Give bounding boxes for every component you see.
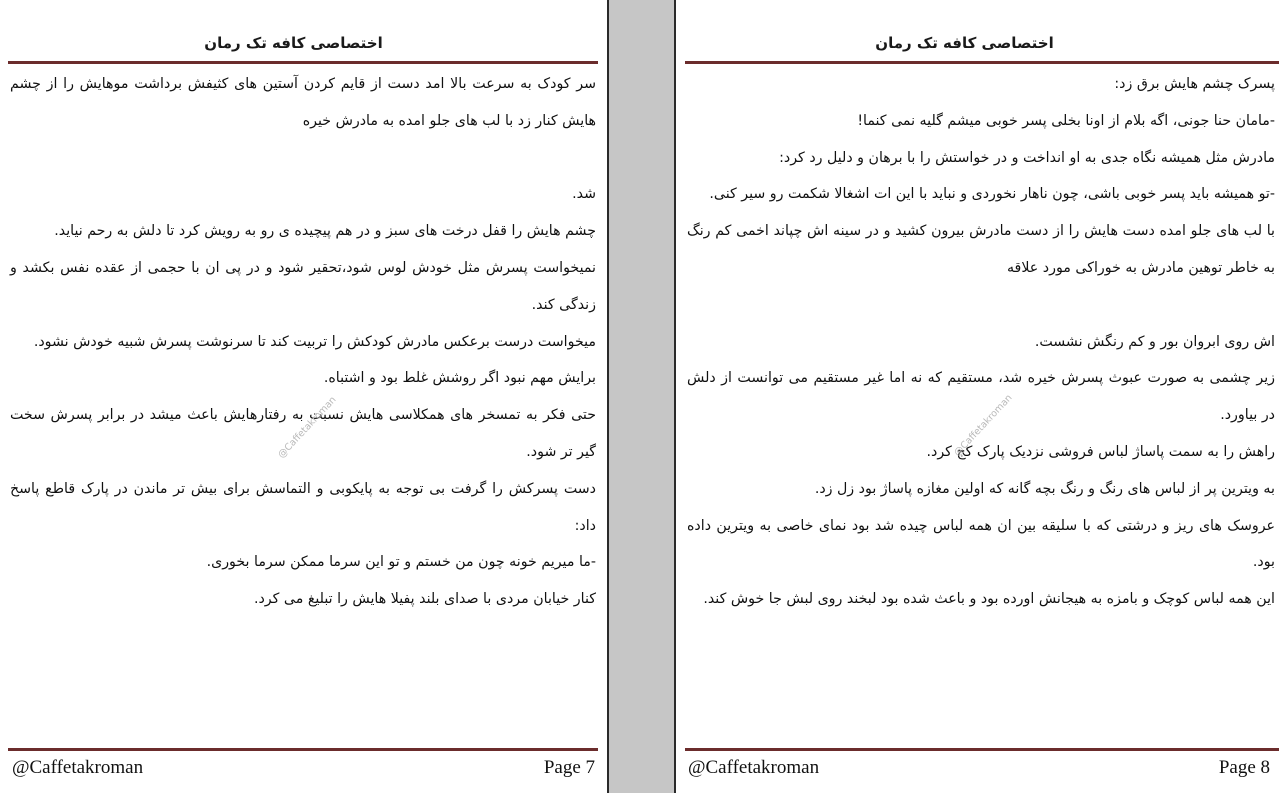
header-rule (685, 61, 1279, 64)
paragraph: اش روی ابروان بور و کم رنگش نشست. (1034, 333, 1275, 350)
paragraph: چشم هایش را قفل درخت های سبز و در هم پیچیده ی رو به رویش کرد تا دلش به رحم نیاید. (54, 223, 596, 240)
paragraph: سر کودک به سرعت بالا امد دست از قایم کردن آستین های کثیفش برداشت موهایش را از چشم هایش کنار زد با لب های جلو امده به مادرش خیره (10, 76, 596, 129)
paragraph: راهش را به سمت پاساژ لباس فروشی نزدیک پارک کج کرد. (926, 443, 1275, 460)
header-rule (8, 61, 598, 64)
watermark: @Caffetakroman (276, 394, 339, 461)
paragraph: برایش مهم نبود اگر روشش غلط بود و اشتباه. (323, 370, 596, 387)
paragraph: عروسک های ریز و درشتی که با سلیقه بین ان همه لباس چیده شد بود نمای خاصی به ویترین داده بود. (687, 517, 1275, 571)
watermark: @Caffetakroman (952, 392, 1015, 459)
paragraph: مادرش مثل همیشه نگاه جدی به او انداخت و در خواستش را با برهان و دلیل رد کرد: (779, 149, 1275, 166)
paragraph: میخواست درست برعکس مادرش کودکش را تربیت کند تا سرنوشت پسرش شبیه خودش نشود. (33, 333, 596, 350)
footer-handle: @Caffetakroman (12, 757, 144, 778)
paragraph: کنار خیابان مردی با صدای بلند پفیلا هایش را تبلیغ می کرد. (253, 591, 596, 608)
paragraph: پسرک چشم هایش برق زد: (1114, 76, 1275, 92)
body-text (687, 66, 1275, 618)
paragraph: زیر چشمی به صورت عبوث پسرش خیره شد، مستقیم که نه اما غیر مستقیم می توانست از دلش در بیاورد. (687, 370, 1275, 424)
body-text (10, 66, 596, 618)
paragraph: -مامان حنا جونی، اگه بلام از اونا بخلی پسر خوبی میشم گلیه نمی کنما! (857, 112, 1275, 129)
paragraph: این همه لباس کوچک و بامزه به هیجانش اورده بود و باعث شده بود لبخند روی لبش جا خوش کند. (703, 591, 1275, 608)
paragraph: حتی فکر به تمسخر های همکلاسی هایش نسبت به رفتارهایش باعث میشد در برابر پسرش سخت گیر تر شود. (10, 407, 596, 460)
page-header-title: اختصاصی کافه تک رمان (875, 34, 1054, 52)
paragraph: با لب های جلو امده دست هایش را از دست مادرش بیرون کشید و در سینه اش چپاند اخمی کم رنگ به خاطر توهین مادرش به خوراکی مورد علاقه (687, 223, 1275, 276)
paragraph: نمیخواست پسرش مثل خودش لوس شود،تحقیر شود و در پی ان با حجمی از عقده نفس بکشد و زندگی کند. (10, 259, 596, 313)
paragraph-gap (10, 140, 596, 177)
page-header-title: اختصاصی کافه تک رمان (204, 34, 383, 52)
footer-handle: @Caffetakroman (688, 757, 820, 778)
footer-rule (8, 748, 598, 751)
paragraph: شد. (572, 186, 596, 203)
paragraph: به ویترین پر از لباس های رنگ و رنگ بچه گانه که اولین مغازه پاساژ بود زل زد. (814, 480, 1275, 497)
page-number: Page 8 (1218, 757, 1270, 778)
page-8 (674, 0, 1287, 793)
page-7 (0, 0, 609, 793)
footer-rule (685, 748, 1279, 751)
paragraph: -تو همیشه باید پسر خوبی باشی، چون ناهار نخوردی و نباید با این ات اشغالا شکمت رو سیر کنی. (709, 186, 1275, 203)
paragraph-gap (687, 287, 1275, 324)
page-number: Page 7 (543, 757, 595, 778)
paragraph: -ما میریم خونه چون من خستم و تو این سرما ممکن سرما بخوری. (206, 554, 596, 571)
paragraph: دست پسرکش را گرفت بی توجه به پایکوبی و التماسش برای بیش تر ماندن در پارک قاطع پاسخ داد: (10, 480, 596, 534)
